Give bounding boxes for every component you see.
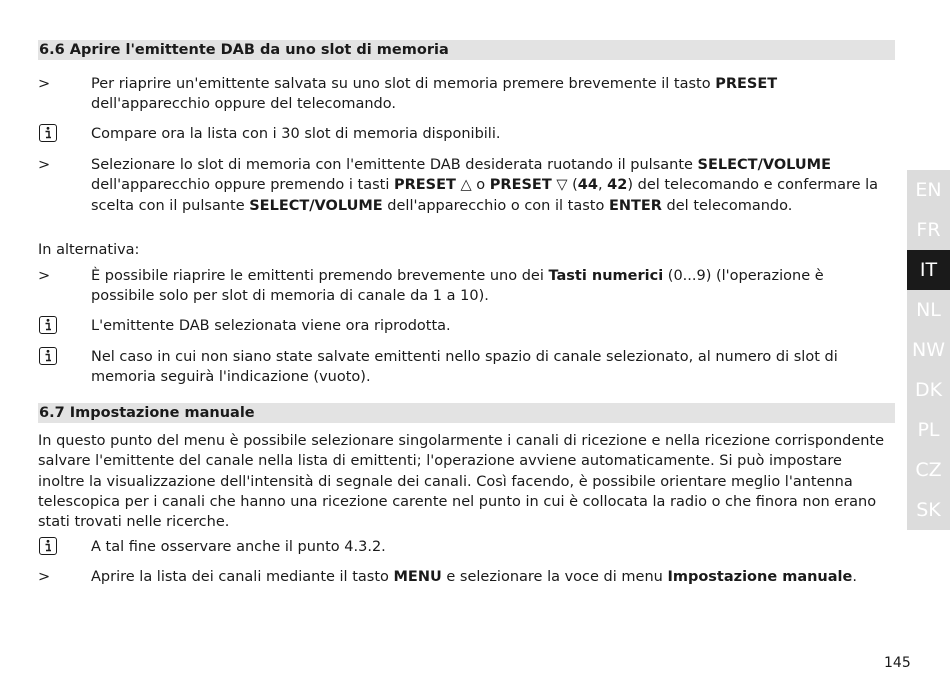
step-open-channel-list: > Aprire la lista dei canali mediante il tasto MENU e selezionare la voce di menu Impostazione manuale.	[38, 567, 888, 587]
info-empty-slot: Nel caso in cui non siano state salvate emittenti nello spazio di canale selezionato, al numero di slot di memoria seguirà l'indicazione (vuoto).	[38, 347, 888, 388]
info-icon	[39, 347, 57, 365]
alternative-label: In alternativa:	[38, 242, 140, 258]
info-see-point: A tal fine osservare anche il punto 4.3.2.	[38, 537, 888, 557]
bullet-marker: >	[38, 76, 51, 92]
step-open-preset-list: > Per riaprire un'emittente salvata su uno slot di memoria premere brevemente il tasto PRESET dell'apparecchio oppure del telecomando.	[38, 76, 778, 113]
info-preset-list: Compare ora la lista con i 30 slot di memoria disponibili.	[38, 124, 888, 144]
step-select-slot: > Selezionare lo slot di memoria con l'emittente DAB desiderata ruotando il pulsante SELECT/VOLUME dell'apparecchio oppure premendo i tasti PRESET △ o PRESET ▽ (44, 42) del telecomando e confermare la scelta con il pulsante SELECT/VOLUME dell'apparecchio o con il tasto ENTER del telecomando.	[38, 157, 879, 214]
section-6-7-title: 6.7 Impostazione manuale	[38, 403, 895, 423]
lang-tab-fr[interactable]: FR	[907, 210, 950, 250]
info-icon	[39, 124, 57, 142]
section-6-6-title: 6.6 Aprire l'emittente DAB da uno slot di memoria	[38, 40, 895, 60]
step-numeric-keys: > È possibile riaprire le emittenti premendo brevemente uno dei Tasti numerici (0...9) (l'operazione è possibile solo per slot di memoria di canale da 1 a 10).	[38, 268, 824, 305]
info-station-playing: L'emittente DAB selezionata viene ora riprodotta.	[38, 316, 888, 336]
lang-tab-sk[interactable]: SK	[907, 490, 950, 530]
lang-tab-pl[interactable]: PL	[907, 410, 950, 450]
info-icon	[39, 316, 57, 334]
lang-tab-nl[interactable]: NL	[907, 290, 950, 330]
page-number: 145	[884, 655, 911, 671]
lang-tab-en[interactable]: EN	[907, 170, 950, 210]
bullet-marker: >	[38, 268, 51, 284]
language-tabs	[907, 170, 950, 530]
manual-setting-paragraph: In questo punto del menu è possibile selezionare singolarmente i canali di ricezione e nella ricezione corrispondente salvare l'emittente del canale nella lista di emittenti; l'operazione avviene automaticamente. Si può impostare inoltre la visualizzazione dell'intensità di segnale dei canali. Così facendo, è possibile orientare meglio l'antenna telescopica per i canali che hanno una ricezione carente nel punto in cui è collocata la radio o che finora non erano stati trovati nelle ricerche.	[38, 433, 885, 531]
lang-tab-cz[interactable]: CZ	[907, 450, 950, 490]
lang-tab-nw[interactable]: NW	[907, 330, 950, 370]
lang-tab-it[interactable]: IT	[907, 250, 950, 290]
bullet-marker: >	[38, 569, 51, 585]
bullet-marker: >	[38, 157, 51, 173]
info-icon	[39, 537, 57, 555]
lang-tab-dk[interactable]: DK	[907, 370, 950, 410]
